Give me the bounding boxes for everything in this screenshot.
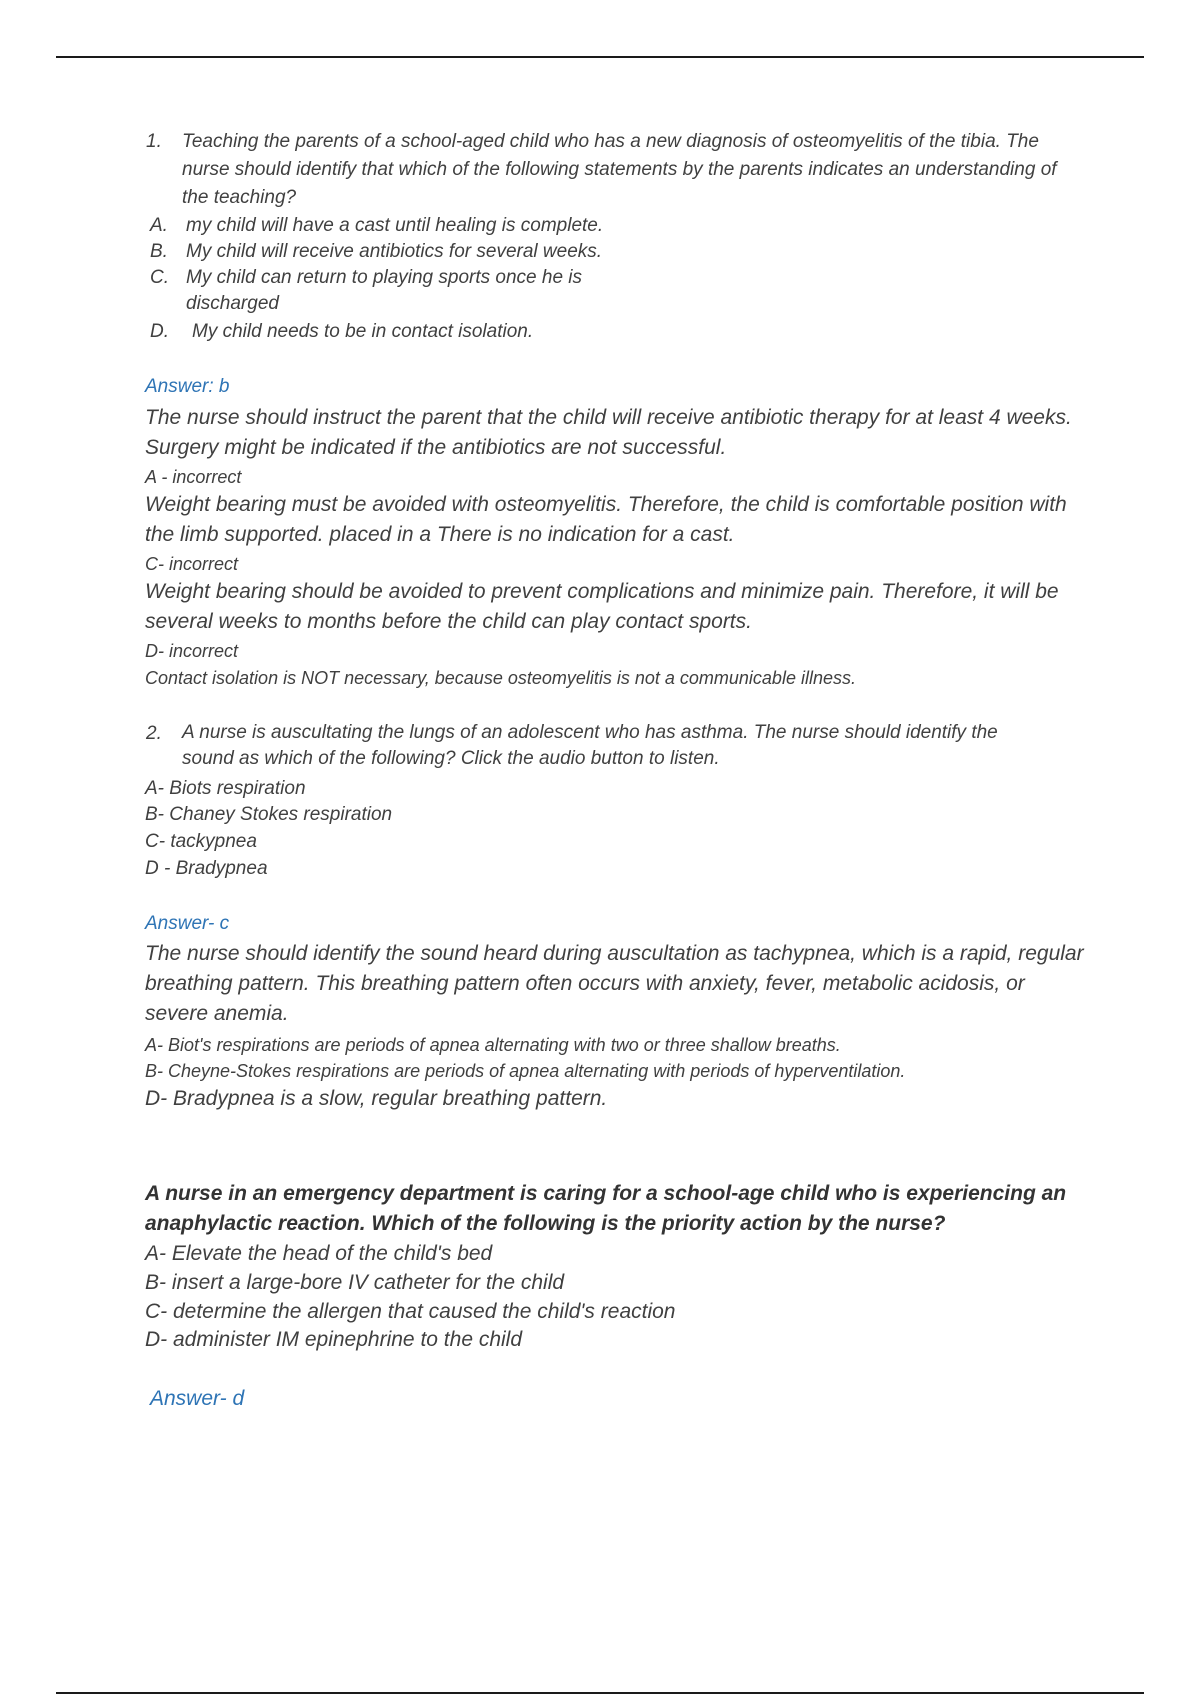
q2-rationale: The nurse should identify the sound heard during auscultation as tachypnea, which is a rapid, regular breathing pattern. This breathing pattern often occurs with anxiety, fever, metabolic acidosis, or severe anemia. xyxy=(145,942,1084,1025)
q1-option-c: My child can return to playing sports once he is discharged xyxy=(186,267,583,314)
q1-a-text: Weight bearing must be avoided with osteomyelitis. Therefore, the child is comfortable position with the limb supported. placed in a There is no indication for a cast. xyxy=(145,493,1067,546)
q2-option-b: B- Chaney Stokes respiration xyxy=(145,804,393,825)
q1-c-label: C- incorrect xyxy=(145,554,239,574)
q3-option-b: B- insert a large-bore IV catheter for the child xyxy=(145,1271,565,1294)
q1-option-a-letter: A. xyxy=(150,215,168,236)
q1-answer: Answer: b xyxy=(145,376,230,397)
q2-option-d: D - Bradypnea xyxy=(145,858,268,879)
q1-option-d-letter: D. xyxy=(150,321,169,342)
q2-number: 2. xyxy=(146,723,162,744)
q3-option-a: A- Elevate the head of the child's bed xyxy=(145,1242,493,1265)
q1-d-text: Contact isolation is NOT necessary, because osteomyelitis is not a communicable illness. xyxy=(145,668,856,688)
q2-answer: Answer- c xyxy=(145,913,230,934)
q1-d-label: D- incorrect xyxy=(145,641,239,661)
q1-option-c-letter: C. xyxy=(150,267,169,288)
q1-a-label: A - incorrect xyxy=(145,467,242,487)
q3-answer: Answer- d xyxy=(150,1387,245,1410)
q3-stem: A nurse in an emergency department is caring for a school-age child who is experiencing an anaphylactic reaction. Which of the following is the priority action by the nurse? xyxy=(145,1182,1067,1235)
q1-option-a: my child will have a cast until healing is complete. xyxy=(186,215,604,236)
top-rule xyxy=(56,56,1144,58)
q2-option-c: C- tackypnea xyxy=(145,831,257,852)
q1-option-d: My child needs to be in contact isolation. xyxy=(192,321,534,342)
q1-c-text: Weight bearing should be avoided to prevent complications and minimize pain. Therefore, it will be several weeks to months before the child can play contact sports. xyxy=(145,580,1059,633)
q2-b-text: B- Cheyne-Stokes respirations are periods of apnea alternating with periods of hyperventilation. xyxy=(145,1061,906,1081)
q2-stem: A nurse is auscultating the lungs of an adolescent who has asthma. The nurse should identify the sound as which of the following? Click the audio button to listen. xyxy=(182,722,998,769)
q1-stem: Teaching the parents of a school-aged child who has a new diagnosis of osteomyelitis of the tibia. The nurse should identify that which of the following statements by the parents indicates an understanding of the teaching? xyxy=(182,131,1057,208)
q1-rationale: The nurse should instruct the parent that the child will receive antibiotic therapy for at least 4 weeks. Surgery might be indicated if the antibiotics are not successful. xyxy=(145,406,1072,459)
q1-option-b: My child will receive antibiotics for several weeks. xyxy=(186,241,603,262)
q3-option-c: C- determine the allergen that caused the child's reaction xyxy=(145,1300,676,1323)
q2-a-text: A- Biot's respirations are periods of apnea alternating with two or three shallow breaths. xyxy=(145,1035,841,1055)
q1-number: 1. xyxy=(146,131,162,152)
q3-option-d: D- administer IM epinephrine to the child xyxy=(145,1328,523,1351)
q1-option-b-letter: B. xyxy=(150,241,168,262)
bottom-rule xyxy=(56,1692,1144,1694)
q2-option-a: A- Biots respiration xyxy=(145,778,306,799)
q2-d-text: D- Bradypnea is a slow, regular breathing pattern. xyxy=(145,1087,608,1110)
